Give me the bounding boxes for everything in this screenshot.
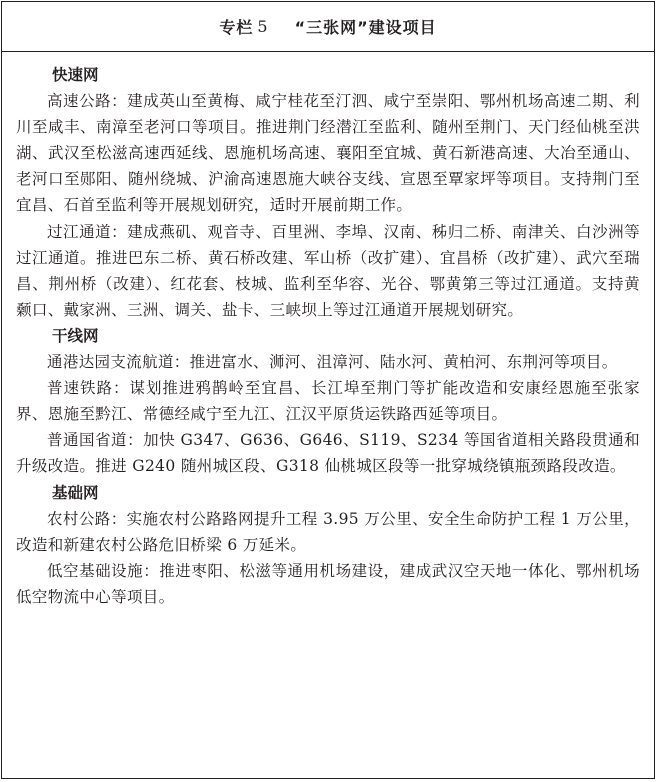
paragraph-railway: 普速铁路：谋划推进鸦鹊岭至宜昌、长江埠至荆门等扩能改造和安康经恩施至张家界、恩施至黔江、常德经咸宁至九江、江汉平原货运铁路西延等项目。 (16, 379, 640, 424)
column-title: “三张网”建设项目 (294, 18, 437, 37)
section-title-basic-network: 基础网 (52, 483, 99, 502)
paragraph-waterway: 通港达园支流航道：推进富水、浉河、沮漳河、陆水河、黄柏河、东荆河等项目。 (47, 353, 618, 372)
column-box (1, 1, 655, 779)
column-label: 专栏 (219, 18, 254, 37)
paragraph-low-altitude: 低空基础设施：推进枣阳、松滋等通用机场建设，建成武汉空天地一体化、鄂州机场低空物流中心等项目。 (16, 561, 640, 606)
column-number: 5 (257, 17, 269, 36)
column-content (2, 52, 654, 610)
paragraph-national-provincial-road: 普通国省道：加快 G347、G636、G646、S119、S234 等国省道相关路段贯通和升级改造。推进 G240 随州城区段、G318 仙桃城区段等一批穿城绕镇瓶颈路段改造。 (16, 431, 640, 476)
paragraph-river-crossing: 过江通道：建成燕矶、观音寺、百里洲、李埠、汉南、秭归二桥、南津关、白沙洲等过江通道。推进巴东二桥、黄石桥改建、军山桥（改扩建）、宜昌桥（改扩建）、武穴至瑞昌、荆州桥（改建）、红花套、枝城、监利至华容、光谷、鄂黄第三等过江通道。支持黄颡口、戴家洲、三洲、调关、盐卡、三峡坝上等过江通道开展规划研究。 (16, 222, 640, 319)
section-title-fast-network: 快速网 (52, 66, 99, 84)
paragraph-expressway: 高速公路：建成英山至黄梅、咸宁桂花至汀泗、咸宁至崇阳、鄂州机场高速二期、利川至咸丰、南漳至老河口等项目。推进荆门经潜江至监利、随州至荆门、天门经仙桃至洪湖、武汉至松滋高速西延线、恩施机场高速、襄阳至宜城、黄石新港高速、大冶至通山、老河口至郧阳、随州绕城、沪渝高速恩施大峡谷支线、宣恩至覃家坪等项目。支持荆门至宜昌、石首至监利等开展规划研究，适时开展前期工作。 (16, 92, 640, 215)
column-header (2, 2, 654, 52)
section-title-trunk-network: 干线网 (52, 326, 99, 345)
paragraph-rural-road: 农村公路：实施农村公路路网提升工程 3.95 万公里、安全生命防护工程 1 万公里，改造和新建农村公路危旧桥梁 6 万延米。 (16, 509, 640, 554)
